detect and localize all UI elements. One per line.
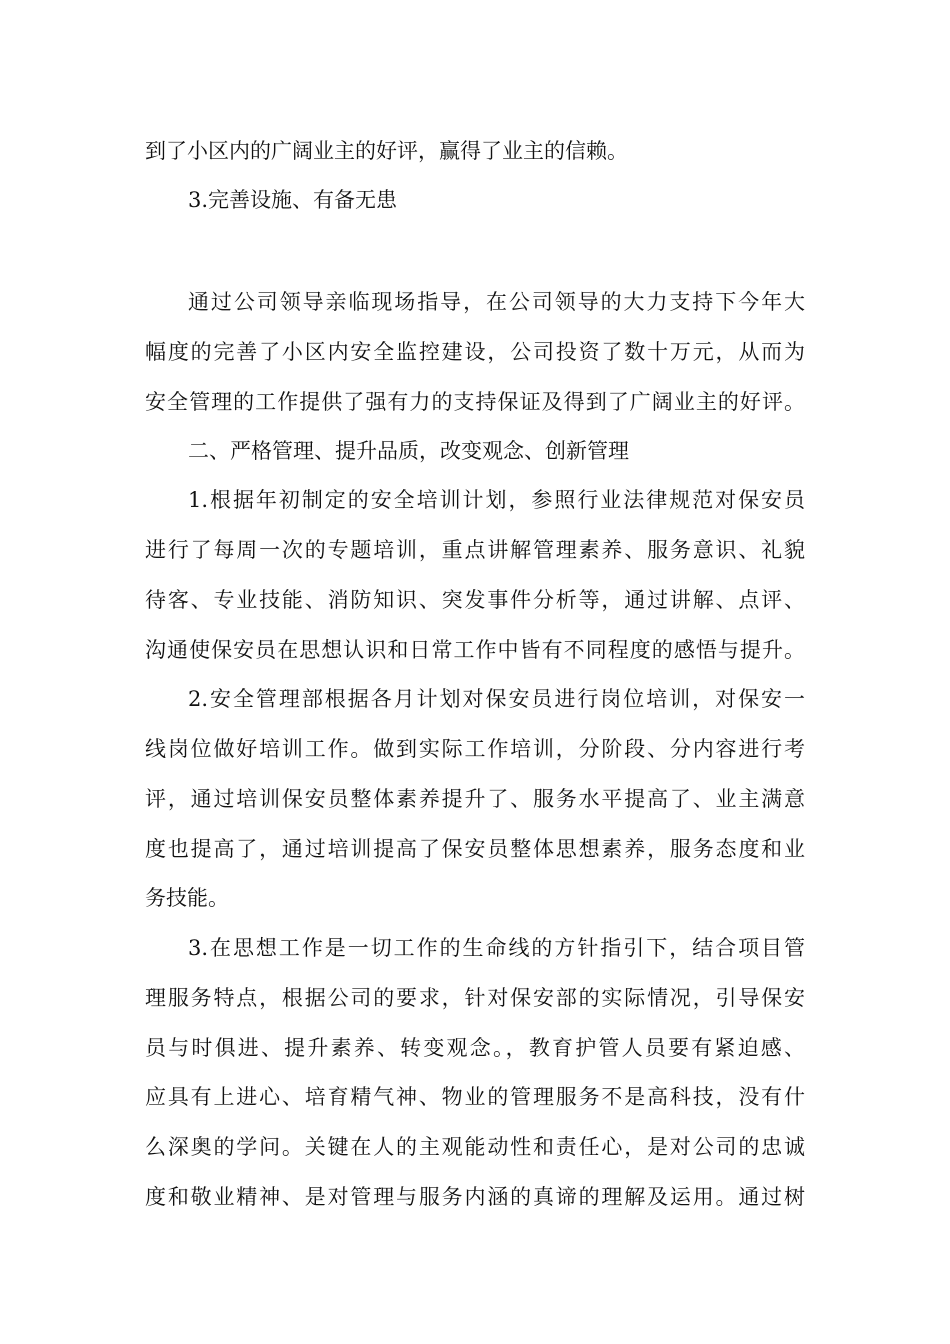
text-line: 沟通使保安员在思想认识和日常工作中皆有不同程度的感悟与提升。	[145, 638, 805, 662]
text-line: 理服务特点，根据公司的要求，针对保安部的实际情况，引导保安	[145, 986, 805, 1010]
text-line: 评，通过培训保安员整体素养提升了、服务水平提高了、业主满意	[145, 787, 805, 811]
text-line: 度也提高了，通过培训提高了保安员整体思想素养，服务态度和业	[145, 837, 805, 861]
text-line: 1.根据年初制定的安全培训计划，参照行业法律规范对保安员	[188, 488, 805, 512]
section-heading: 二、严格管理、提升品质，改变观念、创新管理	[188, 439, 629, 463]
text-line: 应具有上进心、培育精气神、物业的管理服务不是高科技，没有什	[145, 1085, 805, 1109]
text-line: 务技能。	[145, 886, 229, 910]
text-line: 安全管理的工作提供了强有力的支持保证及得到了广阔业主的好评。	[145, 390, 805, 414]
text-line: 度和敬业精神、是对管理与服务内涵的真谛的理解及运用。通过树	[145, 1185, 805, 1209]
text-line: 线岗位做好培训工作。做到实际工作培训，分阶段、分内容进行考	[145, 737, 805, 761]
text-line: 通过公司领导亲临现场指导，在公司领导的大力支持下今年大	[188, 290, 805, 314]
text-line: 3.在思想工作是一切工作的生命线的方针指引下，结合项目管	[188, 936, 805, 960]
text-line: 么深奥的学问。关键在人的主观能动性和责任心，是对公司的忠诚	[145, 1135, 805, 1159]
text-line: 幅度的完善了小区内安全监控建设，公司投资了数十万元，从而为	[145, 340, 805, 364]
text-line: 待客、专业技能、消防知识、突发事件分析等，通过讲解、点评、	[145, 588, 805, 612]
text-line: 员与时俱进、提升素养、转变观念。，教育护管人员要有紧迫感、	[145, 1036, 805, 1060]
text-line: 2.安全管理部根据各月计划对保安员进行岗位培训，对保安一	[188, 687, 805, 711]
text-line: 到了小区内的广阔业主的好评，赢得了业主的信赖。	[145, 139, 628, 163]
section-heading: 3.完善设施、有备无患	[188, 188, 398, 212]
text-line: 进行了每周一次的专题培训，重点讲解管理素养、服务意识、礼貌	[145, 538, 805, 562]
